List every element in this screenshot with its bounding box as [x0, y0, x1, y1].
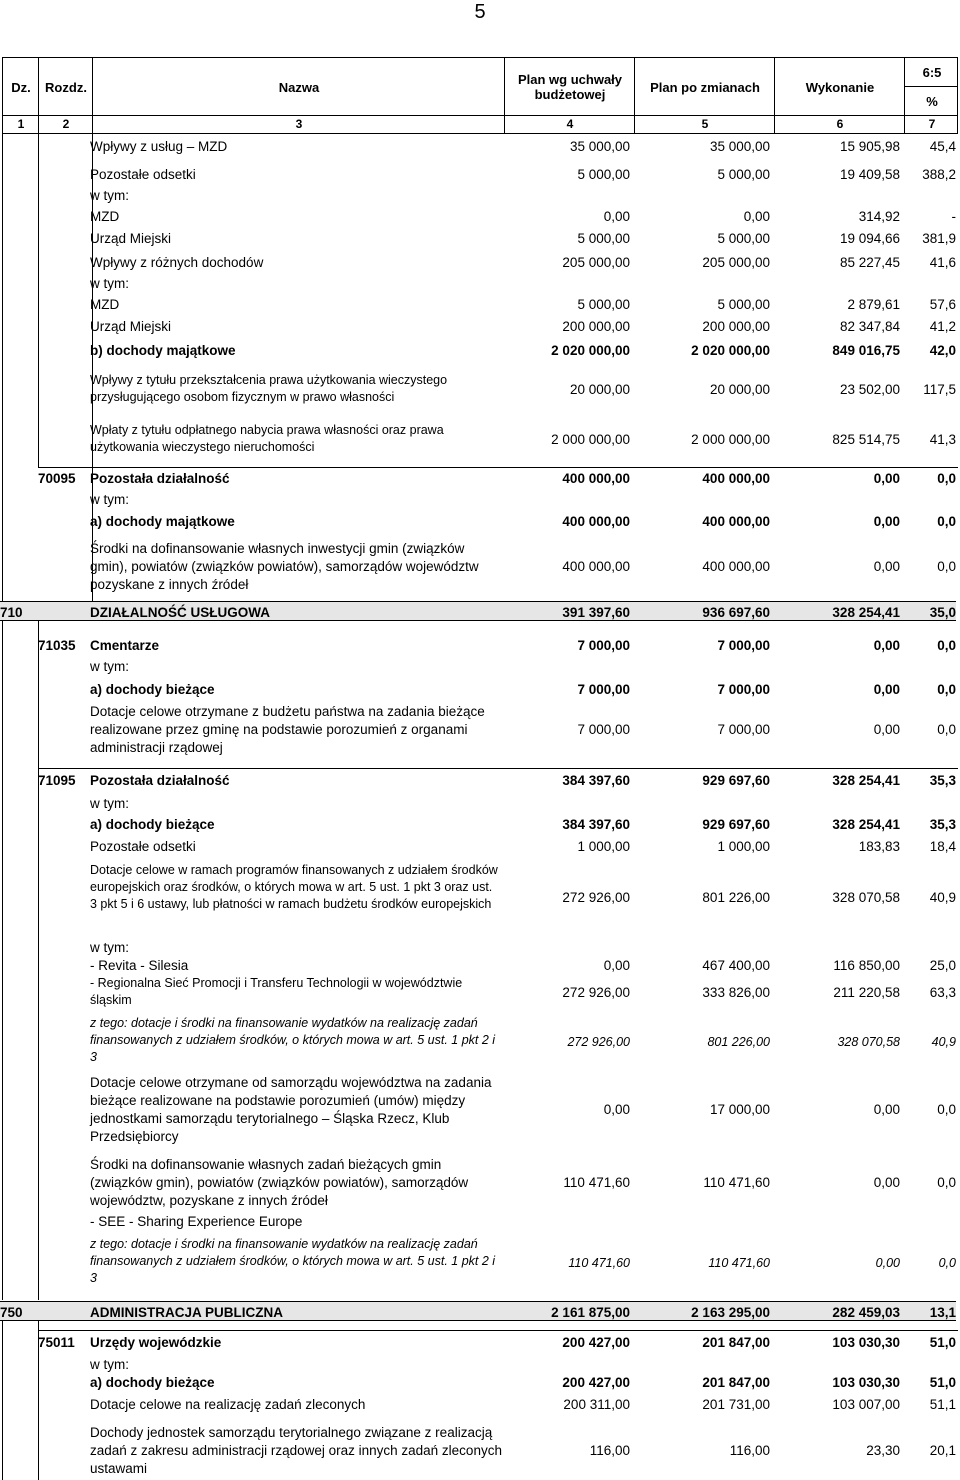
value-v1: 1 000,00 — [577, 839, 630, 854]
value-v4: 0,0 — [937, 559, 956, 574]
value-v1: 200 427,00 — [562, 1335, 630, 1350]
value-v4: 35,0 — [929, 605, 956, 620]
value-v4: 0,0 — [938, 1256, 956, 1270]
table-row — [0, 275, 956, 293]
value-v4: 0,0 — [937, 722, 956, 737]
value-v3: 211 220,58 — [833, 985, 900, 1000]
value-v1: 200 000,00 — [562, 319, 630, 334]
value-v1: 2 161 875,00 — [551, 1305, 630, 1320]
value-v2: 333 826,00 — [702, 985, 770, 1000]
header-nazwa: Nazwa — [278, 79, 320, 95]
row-name: a) dochody bieżące — [90, 1375, 215, 1390]
value-v2: 17 000,00 — [709, 1102, 770, 1117]
value-v3: 15 905,98 — [839, 139, 900, 154]
row-name: Pozostała działalność — [90, 773, 230, 788]
row-name: Dotacje celowe otrzymane z budżetu państwa na zadania bieżące realizowane przez gminę na podstawie porozumień z organami administracji rządowej — [90, 704, 485, 755]
value-v1: 35 000,00 — [569, 139, 630, 154]
value-v4: 63,3 — [929, 985, 956, 1000]
table-row — [0, 939, 956, 957]
table-row — [0, 1213, 956, 1231]
row-name: Dotacje celowe w ramach programów finansowanych z udziałem środków europejskich oraz środków, o których mowa w art. 5 ust. 1 pkt 3 oraz ust. 3 pkt 5 i 6 ustawy, lub płatności w ramach budżetu środków europejskich — [90, 863, 498, 911]
value-v2: 7 000,00 — [717, 682, 770, 697]
value-v3: 0,00 — [875, 1256, 900, 1270]
value-v3: 0,00 — [873, 682, 900, 697]
row-name: Dochody jednostek samorządu terytorialnego związane z realizacją zadań z zakresu administracji rządowej oraz innych zadań zleconych ustawami — [90, 1425, 502, 1476]
row-name: b) dochody majątkowe — [90, 343, 236, 358]
value-v4: 381,9 — [922, 231, 956, 246]
row-name: a) dochody majątkowe — [90, 514, 235, 529]
header-rozdz: Rozdz. — [45, 79, 87, 95]
row-name: DZIAŁALNOŚĆ USŁUGOWA — [90, 605, 270, 620]
row-name: Urzędy wojewódzkie — [90, 1335, 222, 1350]
rozdzial-code: 70095 — [38, 471, 76, 486]
budget-table — [2, 57, 958, 134]
value-v2: 7 000,00 — [717, 722, 770, 737]
table-row — [0, 816, 956, 834]
value-v4: 0,0 — [937, 1102, 956, 1117]
value-v1: 0,00 — [603, 958, 630, 973]
table-row — [0, 838, 956, 856]
table-row — [0, 138, 956, 156]
value-v2: 35 000,00 — [709, 139, 770, 154]
value-v1: 400 000,00 — [562, 559, 630, 574]
value-v1: 272 926,00 — [562, 890, 630, 905]
value-v4: 0,0 — [937, 471, 956, 486]
value-v1: 391 397,60 — [562, 605, 630, 620]
value-v4: 0,0 — [937, 1175, 956, 1190]
value-v1: 272 926,00 — [562, 985, 630, 1000]
value-v3: 314,92 — [858, 209, 900, 224]
row-name: - Revita - Silesia — [90, 958, 189, 973]
page-number: 5 — [474, 1, 486, 23]
table-row — [0, 1424, 956, 1478]
value-v4: 40,9 — [931, 1035, 956, 1049]
value-v1: 5 000,00 — [577, 167, 630, 182]
value-v2: 205 000,00 — [702, 255, 770, 270]
table-row — [0, 1304, 956, 1322]
col-number: 7 — [928, 117, 936, 131]
table-row — [0, 957, 956, 975]
row-name: Dotacje celowe otrzymane od samorządu województwa na zadania bieżące realizowane na podstawie porozumień (umów) między jednostkami samorządu terytorialnego – Śląska Rzecz, Klub Przedsiębiorcy — [90, 1075, 492, 1144]
value-v1: 5 000,00 — [577, 231, 630, 246]
table-row — [0, 772, 956, 790]
col-number: 2 — [62, 117, 70, 131]
row-name: Urząd Miejski — [90, 231, 172, 246]
row-name: a) dochody bieżące — [90, 682, 215, 697]
value-v2: 801 226,00 — [707, 1035, 770, 1049]
dzial-code: 750 — [0, 1305, 23, 1320]
value-v2: 2 000 000,00 — [691, 432, 770, 447]
value-v3: 23,30 — [866, 1443, 900, 1458]
value-v4: 18,4 — [929, 839, 956, 854]
table-row — [0, 604, 956, 622]
value-v3: 183,83 — [858, 839, 900, 854]
header-wykonanie: Wykonanie — [805, 79, 875, 95]
value-v2: 5 000,00 — [717, 231, 770, 246]
value-v3: 328 254,41 — [832, 605, 900, 620]
value-v4: 35,3 — [929, 817, 956, 832]
table-row — [0, 342, 956, 360]
value-v1: 110 471,60 — [568, 1256, 630, 1270]
column-numbers — [2, 116, 958, 134]
row-name: MZD — [90, 209, 120, 224]
value-v4: 25,0 — [929, 958, 956, 973]
row-name: z tego: dotacje i środki na finansowanie wydatków na realizację zadań finansowanych z udziałem środków, o których mowa w art. 5 ust. 1 pkt 2 i 3 — [90, 1016, 496, 1064]
value-v3: 825 514,75 — [832, 432, 900, 447]
value-v4: 0,0 — [937, 682, 956, 697]
table-row — [0, 254, 956, 272]
row-name: Cmentarze — [90, 638, 160, 653]
value-v1: 384 397,60 — [562, 817, 630, 832]
table-row — [0, 637, 956, 655]
value-v2: 110 471,60 — [703, 1175, 770, 1190]
table-row — [0, 795, 956, 813]
row-name: Środki na dofinansowanie własnych inwestycji gmin (związków gmin), powiatów (związków powiatów), samorządów województw pozyskane z innych źródeł — [90, 541, 479, 592]
value-v1: 0,00 — [603, 209, 630, 224]
table-row — [0, 296, 956, 314]
value-v3: 0,00 — [873, 471, 900, 486]
value-v3: 849 016,75 — [832, 343, 900, 358]
value-v1: 0,00 — [603, 1102, 630, 1117]
value-v3: 2 879,61 — [847, 297, 900, 312]
value-v2: 7 000,00 — [717, 638, 770, 653]
value-v1: 272 926,00 — [567, 1035, 630, 1049]
value-v2: 5 000,00 — [717, 297, 770, 312]
value-v4: 0,0 — [937, 638, 956, 653]
value-v2: 467 400,00 — [702, 958, 770, 973]
value-v2: 929 697,60 — [702, 773, 770, 788]
value-v4: 51,0 — [929, 1375, 956, 1390]
row-name: w tym: — [90, 188, 129, 203]
value-v3: 328 070,58 — [832, 890, 900, 905]
row-name: Pozostałe odsetki — [90, 839, 196, 854]
value-v1: 384 397,60 — [562, 773, 630, 788]
table-row — [0, 703, 956, 757]
row-name: Wpłaty z tytułu odpłatnego nabycia prawa własności oraz prawa użytkowania wieczystego nieruchomości — [90, 423, 444, 454]
row-name: - Regionalna Sieć Promocji i Transferu Technologii w województwie śląskim — [90, 976, 463, 1007]
rozdzial-code: 71035 — [38, 638, 76, 653]
value-v4: - — [951, 209, 956, 224]
table-row — [0, 1396, 956, 1414]
dzial-code: 710 — [0, 605, 23, 620]
row-name: z tego: dotacje i środki na finansowanie wydatków na realizację zadań finansowanych z udziałem środków, o których mowa w art. 5 ust. 1 pkt 2 i 3 — [90, 1237, 496, 1285]
table-row — [0, 318, 956, 336]
value-v2: 110 471,60 — [708, 1256, 770, 1270]
row-name: - SEE - Sharing Experience Europe — [90, 1214, 303, 1229]
value-v3: 0,00 — [873, 1102, 900, 1117]
value-v2: 201 731,00 — [702, 1397, 770, 1412]
table-row — [0, 513, 956, 531]
table-row — [0, 166, 956, 184]
value-v3: 328 070,58 — [837, 1035, 900, 1049]
value-v3: 328 254,41 — [832, 817, 900, 832]
value-v1: 2 020 000,00 — [551, 343, 630, 358]
value-v2: 929 697,60 — [702, 817, 770, 832]
value-v3: 0,00 — [873, 1175, 900, 1190]
value-v2: 400 000,00 — [702, 559, 770, 574]
value-v2: 20 000,00 — [709, 382, 770, 397]
value-v3: 328 254,41 — [832, 773, 900, 788]
row-name: MZD — [90, 297, 120, 312]
value-v2: 936 697,60 — [702, 605, 770, 620]
value-v4: 35,3 — [929, 773, 956, 788]
table-row — [0, 658, 956, 676]
table-row — [0, 1334, 956, 1352]
table-row — [0, 491, 956, 509]
value-v3: 0,00 — [873, 559, 900, 574]
value-v4: 40,9 — [929, 890, 956, 905]
header-ratio-bottom: % — [926, 94, 938, 109]
table-row — [0, 540, 956, 594]
value-v4: 388,2 — [922, 167, 956, 182]
value-v4: 41,2 — [929, 319, 956, 334]
value-v1: 400 000,00 — [562, 471, 630, 486]
row-name: w tym: — [90, 796, 129, 811]
value-v1: 7 000,00 — [577, 682, 630, 697]
table-row — [0, 372, 956, 408]
value-v3: 116 850,00 — [833, 958, 900, 973]
value-v3: 19 409,58 — [839, 167, 900, 182]
value-v2: 116,00 — [729, 1443, 770, 1458]
row-name: Wpływy z usług – MZD — [90, 139, 228, 154]
row-name: Wpływy z różnych dochodów — [90, 255, 264, 270]
col-number: 5 — [701, 117, 709, 131]
table-row — [0, 1356, 956, 1374]
row-name: w tym: — [90, 276, 129, 291]
row-name: Dotacje celowe na realizację zadań zleconych — [90, 1397, 366, 1412]
value-v1: 2 000 000,00 — [551, 432, 630, 447]
rozdzial-code: 75011 — [38, 1335, 75, 1350]
table-row — [0, 862, 956, 934]
row-name: Pozostałe odsetki — [90, 167, 196, 182]
col-number: 1 — [17, 117, 25, 131]
value-v2: 801 226,00 — [702, 890, 770, 905]
table-row — [0, 975, 956, 1011]
value-v4: 51,0 — [929, 1335, 956, 1350]
value-v4: 0,0 — [937, 514, 956, 529]
table-header — [2, 57, 958, 116]
value-v4: 20,1 — [929, 1443, 956, 1458]
value-v4: 41,3 — [929, 432, 956, 447]
row-name: w tym: — [90, 492, 129, 507]
table-row — [0, 1015, 956, 1069]
value-v2: 2 020 000,00 — [691, 343, 770, 358]
value-v2: 400 000,00 — [702, 471, 770, 486]
rozdzial-code: 71095 — [38, 773, 76, 788]
value-v2: 0,00 — [743, 209, 770, 224]
value-v1: 200 311,00 — [563, 1397, 630, 1412]
value-v2: 2 163 295,00 — [691, 1305, 770, 1320]
header-plan: Plan wg uchwały budżetowej — [517, 72, 623, 102]
value-v1: 5 000,00 — [577, 297, 630, 312]
value-v2: 201 847,00 — [702, 1335, 770, 1350]
value-v1: 400 000,00 — [562, 514, 630, 529]
value-v1: 7 000,00 — [577, 638, 630, 653]
table-row — [0, 1156, 956, 1210]
value-v4: 45,4 — [929, 139, 956, 154]
table-row — [0, 187, 956, 205]
value-v4: 117,5 — [923, 382, 956, 397]
value-v2: 200 000,00 — [702, 319, 770, 334]
table-row — [0, 1074, 956, 1146]
value-v1: 110 471,60 — [563, 1175, 630, 1190]
value-v4: 51,1 — [929, 1397, 956, 1412]
table-row — [0, 681, 956, 699]
value-v3: 0,00 — [873, 722, 900, 737]
row-name: Wpływy z tytułu przekształcenia prawa użytkowania wieczystego przysługującego osobom fizycznym w prawo własności — [90, 373, 448, 404]
value-v3: 0,00 — [873, 638, 900, 653]
value-v3: 103 030,30 — [832, 1375, 900, 1390]
value-v4: 57,6 — [929, 297, 956, 312]
row-name: w tym: — [90, 940, 129, 955]
value-v2: 400 000,00 — [702, 514, 770, 529]
row-name: w tym: — [90, 659, 129, 674]
table-row — [0, 230, 956, 248]
col-number: 3 — [295, 117, 303, 131]
header-ratio-top: 6:5 — [922, 65, 942, 80]
value-v1: 116,00 — [589, 1443, 630, 1458]
row-name: w tym: — [90, 1357, 129, 1372]
col-number: 6 — [836, 117, 844, 131]
value-v3: 282 459,03 — [832, 1305, 900, 1320]
table-row — [0, 1374, 956, 1392]
table-row — [0, 208, 956, 226]
row-name: Urząd Miejski — [90, 319, 172, 334]
row-name: Pozostała działalność — [90, 471, 230, 486]
value-v2: 5 000,00 — [717, 167, 770, 182]
value-v1: 7 000,00 — [577, 722, 630, 737]
table-row — [0, 470, 956, 488]
value-v4: 42,0 — [929, 343, 956, 358]
value-v1: 205 000,00 — [562, 255, 630, 270]
value-v2: 1 000,00 — [717, 839, 770, 854]
table-row — [0, 422, 956, 458]
value-v4: 41,6 — [929, 255, 956, 270]
header-plan-po: Plan po zmianach — [650, 79, 760, 95]
value-v3: 85 227,45 — [839, 255, 900, 270]
row-name: a) dochody bieżące — [90, 817, 215, 832]
value-v1: 200 427,00 — [562, 1375, 630, 1390]
value-v3: 103 007,00 — [832, 1397, 900, 1412]
col-number: 4 — [566, 117, 574, 131]
table-row — [0, 1236, 956, 1290]
value-v3: 23 502,00 — [839, 382, 900, 397]
row-name: Środki na dofinansowanie własnych zadań bieżących gmin (związków gmin), powiatów (związków powiatów), samorządów województw, pozyskane z innych źródeł — [90, 1157, 469, 1208]
value-v3: 103 030,30 — [832, 1335, 900, 1350]
value-v3: 0,00 — [873, 514, 900, 529]
header-dz: Dz. — [11, 79, 31, 95]
value-v3: 82 347,84 — [839, 319, 900, 334]
value-v4: 13,1 — [929, 1305, 956, 1320]
value-v2: 201 847,00 — [702, 1375, 770, 1390]
value-v3: 19 094,66 — [839, 231, 900, 246]
value-v1: 20 000,00 — [569, 382, 630, 397]
row-name: ADMINISTRACJA PUBLICZNA — [90, 1305, 283, 1320]
